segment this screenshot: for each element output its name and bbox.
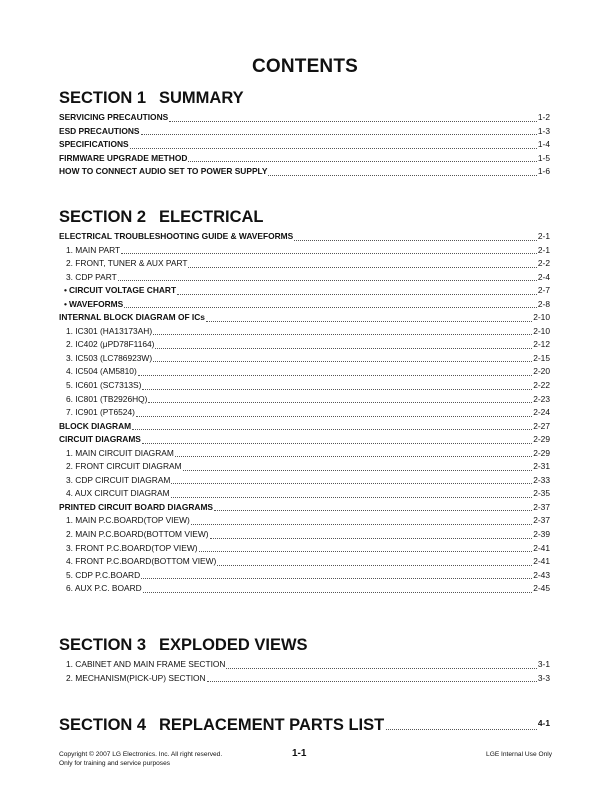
dot-leader <box>183 470 533 471</box>
section-summary <box>59 88 550 179</box>
dot-leader <box>130 148 537 149</box>
section-name: ELECTRICAL <box>159 208 264 226</box>
toc-entry[interactable] <box>59 406 550 420</box>
toc-entry[interactable] <box>59 125 550 139</box>
toc-entry[interactable] <box>59 379 550 393</box>
toc-entry[interactable] <box>59 658 550 672</box>
page-number: 1-6 <box>537 166 550 177</box>
toc-entry[interactable] <box>59 487 550 501</box>
toc-entry[interactable] <box>59 352 550 366</box>
page-number: 2-41 <box>533 556 550 567</box>
page-number: 2-27 <box>533 420 550 431</box>
toc-entry[interactable] <box>59 298 550 312</box>
dot-leader <box>132 429 532 430</box>
section-heading <box>59 207 550 227</box>
page-number: 2-2 <box>537 258 550 269</box>
page-number: 1-2 <box>537 112 550 122</box>
toc-entry-label: 1. CABINET AND MAIN FRAME SECTION <box>66 659 226 669</box>
page-number: 2-37 <box>533 515 550 526</box>
page-number: 2-7 <box>537 285 550 296</box>
toc-entry[interactable] <box>59 284 550 298</box>
toc-entry-label: 1. MAIN PART <box>66 244 121 255</box>
toc-entry-label: 1. MAIN CIRCUIT DIAGRAM <box>66 447 174 458</box>
dot-leader <box>175 456 532 457</box>
toc-entry-label: 3. CDP CIRCUIT DIAGRAM <box>66 474 171 485</box>
page-number: 3-1 <box>537 659 550 669</box>
toc-entry[interactable] <box>59 271 550 285</box>
toc-entry[interactable] <box>59 514 550 528</box>
page-number: 2-41 <box>533 542 550 553</box>
toc-list <box>59 658 550 685</box>
section-name: SUMMARY <box>159 89 244 107</box>
dot-leader <box>386 729 537 730</box>
page-number: 2-8 <box>537 298 550 309</box>
page-number: 2-1 <box>537 244 550 255</box>
section-heading <box>59 635 550 655</box>
section-exploded-views <box>59 635 550 685</box>
toc-entry-label: 5. IC601 (SC7313S) <box>66 380 142 391</box>
dot-leader <box>142 389 532 390</box>
page-number: 2-29 <box>533 447 550 458</box>
toc-entry[interactable] <box>59 460 550 474</box>
dot-leader <box>268 175 536 176</box>
toc-entry[interactable] <box>59 569 550 583</box>
dot-leader <box>153 334 532 335</box>
toc-entry-label: PRINTED CIRCUIT BOARD DIAGRAMS <box>59 501 214 512</box>
toc-entry[interactable] <box>59 447 550 461</box>
toc-entry-label: 4. IC504 (AM5810) <box>66 366 137 377</box>
page-number: 2-35 <box>533 488 550 499</box>
toc-entry[interactable] <box>59 325 550 339</box>
footer-left <box>59 750 222 768</box>
toc-entry[interactable] <box>59 230 550 244</box>
section-number: SECTION 4 <box>59 716 147 734</box>
toc-entry-label: 7. IC901 (PT6524) <box>66 407 135 418</box>
dot-leader <box>143 592 533 593</box>
dot-leader <box>226 668 536 669</box>
dot-leader <box>191 524 532 525</box>
dot-leader <box>121 253 537 254</box>
page-number: 2-43 <box>533 569 550 580</box>
dot-leader <box>177 294 537 295</box>
toc-entry-label: 2. MAIN P.C.BOARD(BOTTOM VIEW) <box>66 529 209 540</box>
page-number: 2-22 <box>533 380 550 391</box>
dot-leader <box>169 121 537 122</box>
dot-leader <box>171 497 533 498</box>
toc-entry-label: 3. IC503 (LC786923W) <box>66 352 153 363</box>
page-number: 2-23 <box>533 393 550 404</box>
toc-entry-label: CIRCUIT VOLTAGE CHART <box>68 285 177 296</box>
section-name: EXPLODED VIEWS <box>159 636 308 654</box>
toc-entry-label: ELECTRICAL TROUBLESHOOTING GUIDE & WAVEFORMS <box>59 231 294 241</box>
footer-page-number: 1-1 <box>292 748 307 759</box>
toc-entry-label: BLOCK DIAGRAM <box>59 420 132 431</box>
toc-entry-label: 6. IC801 (TB2926HQ) <box>66 393 148 404</box>
toc-entry-label: SERVICING PRECAUTIONS <box>59 112 169 122</box>
toc-entry[interactable] <box>59 433 550 447</box>
page-number: 2-37 <box>533 501 550 512</box>
toc-entry[interactable] <box>59 582 550 596</box>
toc-entry-label: ESD PRECAUTIONS <box>59 125 140 136</box>
toc-entry[interactable] <box>59 338 550 352</box>
dot-leader <box>217 565 532 566</box>
toc-entry-label: 2. IC402 (μPD78F1164) <box>66 339 155 350</box>
page-number: 2-10 <box>533 312 550 323</box>
toc-entry-label: 6. AUX P.C. BOARD <box>66 583 142 594</box>
toc-entry-label: 4. AUX CIRCUIT DIAGRAM <box>66 488 170 499</box>
toc-entry-label: FIRMWARE UPGRADE METHOD <box>59 152 188 163</box>
dot-leader <box>188 161 536 162</box>
toc-entry[interactable] <box>59 501 550 515</box>
toc-entry[interactable] <box>59 311 550 325</box>
toc-entry-label: 4. FRONT P.C.BOARD(BOTTOM VIEW) <box>66 556 217 567</box>
page-number: 2-4 <box>537 271 550 282</box>
toc-entry-label: 2. FRONT CIRCUIT DIAGRAM <box>66 461 182 472</box>
dot-leader <box>141 578 532 579</box>
page-number: 2-12 <box>533 339 550 350</box>
toc-entry[interactable] <box>59 138 550 152</box>
dot-leader <box>124 307 537 308</box>
page-number: 2-10 <box>533 325 550 336</box>
toc-entry[interactable] <box>59 542 550 556</box>
toc-entry-label: 3. CDP PART <box>66 271 117 282</box>
section-number: SECTION 1 <box>59 89 147 107</box>
toc-entry-label: 1. MAIN P.C.BOARD(TOP VIEW) <box>66 515 190 526</box>
toc-list <box>59 111 550 179</box>
toc-entry[interactable] <box>59 528 550 542</box>
dot-leader <box>207 681 537 682</box>
section-heading <box>59 88 550 108</box>
toc-entry-label: HOW TO CONNECT AUDIO SET TO POWER SUPPLY <box>59 166 268 177</box>
dot-leader <box>118 280 537 281</box>
page-number: 2-29 <box>533 434 550 445</box>
toc-entry[interactable] <box>59 244 550 258</box>
page-number: 2-33 <box>533 474 550 485</box>
dot-leader <box>136 416 532 417</box>
toc-entry-label: 5. CDP P.C.BOARD <box>66 569 141 580</box>
toc-entry[interactable] <box>59 111 550 125</box>
toc-entry[interactable] <box>59 365 550 379</box>
page-number: 4-1 <box>537 718 550 728</box>
page-number: 2-20 <box>533 366 550 377</box>
toc-entry-label: WAVEFORMS <box>68 298 124 309</box>
page-number: 2-45 <box>533 583 550 594</box>
dot-leader <box>294 240 537 241</box>
toc-entry-label: CIRCUIT DIAGRAMS <box>59 434 141 445</box>
section-number: SECTION 2 <box>59 208 147 226</box>
bullet-icon: • <box>64 285 67 296</box>
toc-entry[interactable] <box>59 393 550 407</box>
section-name: REPLACEMENT PARTS LIST <box>159 716 385 734</box>
toc-entry-label: 1. IC301 (HA13173AH) <box>66 325 153 336</box>
page-title: CONTENTS <box>251 56 359 77</box>
section-heading[interactable] <box>59 713 550 735</box>
toc-entry-label: 2. MECHANISM(PICK-UP) SECTION <box>66 672 206 683</box>
dot-leader <box>199 551 533 552</box>
toc-entry[interactable] <box>59 257 550 271</box>
dot-leader <box>141 134 537 135</box>
dot-leader <box>138 375 532 376</box>
toc-entry-label: SPECIFICATIONS <box>59 139 129 150</box>
section-number: SECTION 3 <box>59 636 147 654</box>
toc-entry-label: 2. FRONT, TUNER & AUX PART <box>66 258 188 269</box>
training-text: Only for training and service purposes <box>59 760 171 767</box>
page-number: 3-3 <box>537 672 550 683</box>
toc-entry-label: 3. FRONT P.C.BOARD(TOP VIEW) <box>66 542 198 553</box>
page-number: 2-15 <box>533 352 550 363</box>
dot-leader <box>142 443 532 444</box>
dot-leader <box>153 361 532 362</box>
toc-entry[interactable] <box>59 474 550 488</box>
dot-leader <box>148 402 532 403</box>
copyright-text: Copyright © 2007 LG Electronics. Inc. All right reserved. <box>59 751 223 758</box>
dot-leader <box>171 483 532 484</box>
toc-entry[interactable] <box>59 152 550 166</box>
toc-entry[interactable] <box>59 672 550 686</box>
toc-entry-label: INTERNAL BLOCK DIAGRAM OF ICs <box>59 312 205 323</box>
dot-leader <box>210 538 533 539</box>
dot-leader <box>214 510 532 511</box>
page-number: 1-5 <box>537 152 550 163</box>
toc-list <box>59 230 550 596</box>
section-electrical <box>59 207 550 596</box>
toc-entry[interactable] <box>59 165 550 179</box>
section-replacement-parts <box>59 713 550 735</box>
toc-entry[interactable] <box>59 555 550 569</box>
page-number: 2-1 <box>537 231 550 241</box>
dot-leader <box>206 321 532 322</box>
bullet-icon: • <box>64 298 67 309</box>
page-number: 1-3 <box>537 125 550 136</box>
dot-leader <box>155 348 532 349</box>
page-number: 2-31 <box>533 461 550 472</box>
toc-entry[interactable] <box>59 420 550 434</box>
page-number: 1-4 <box>537 139 550 150</box>
page-number: 2-24 <box>533 407 550 418</box>
page-number: 2-39 <box>533 529 550 540</box>
dot-leader <box>188 267 536 268</box>
footer-internal-use: LGE Internal Use Only <box>486 751 552 758</box>
